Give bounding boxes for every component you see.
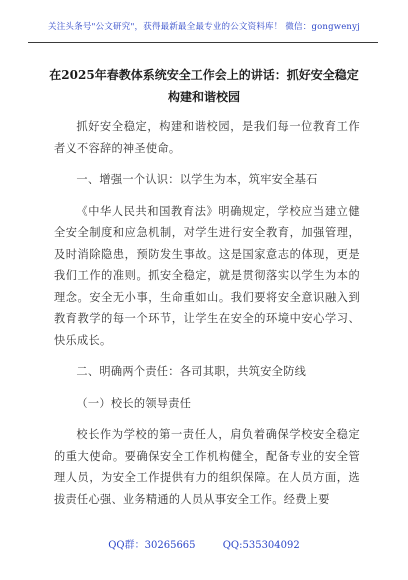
document-title <box>30 64 378 108</box>
footer-contact <box>0 536 408 551</box>
section-heading-1: 一、增强一个认识：以学生为本，筑牢安全基石 <box>76 173 318 186</box>
paragraph-intro: 抓好安全稳定，构建和谐校园，是我们每一位教育工作者义不容辞的神圣使命。 <box>54 120 360 155</box>
footer-qq: QQ:535304092 <box>222 540 300 551</box>
document-body <box>54 116 360 510</box>
paragraph-education-law: 《中华人民共和国教育法》明确规定，学校应当建立健全安全制度和应急机制，对学生进行安全教育，加强管理，及时消除隐患，预防发生事故。这是国家意志的体现，更是我们工作的准则。抓安全稳定，就是贯彻落实以学生为本的理念。安全无小事，生命重如山。我们要将安全意识融入到教育教学的每一个环节，让学生在安全的环境中安心学习、快乐成长。 <box>54 204 360 347</box>
header-divider <box>28 42 378 43</box>
paragraph-principal-duty: 校长作为学校的第一责任人，肩负着确保学校安全稳定的重大使命。要确保安全工作机构健全，配备专业的安全管理人员，为安全工作提供有力的组织保障。在人员方面，选拔责任心强、业务精通的人员从事安全工作。经费上要 <box>54 428 360 506</box>
section-heading-2: 二、明确两个责任：各司其职，共筑安全防线 <box>76 365 307 378</box>
title-line-1: 在2025年春教体系统安全工作会上的讲话：抓好安全稳定 <box>49 68 359 82</box>
title-line-2: 构建和谐校园 <box>167 90 240 104</box>
subsection-heading-1: （一）校长的领导责任 <box>76 396 192 410</box>
footer-qq-group: QQ群：30265665 <box>108 540 196 551</box>
header-banner: 关注头条号"公文研究"，获得最新最全最专业的公文资料库！ 微信：gongwenyj <box>48 22 360 32</box>
